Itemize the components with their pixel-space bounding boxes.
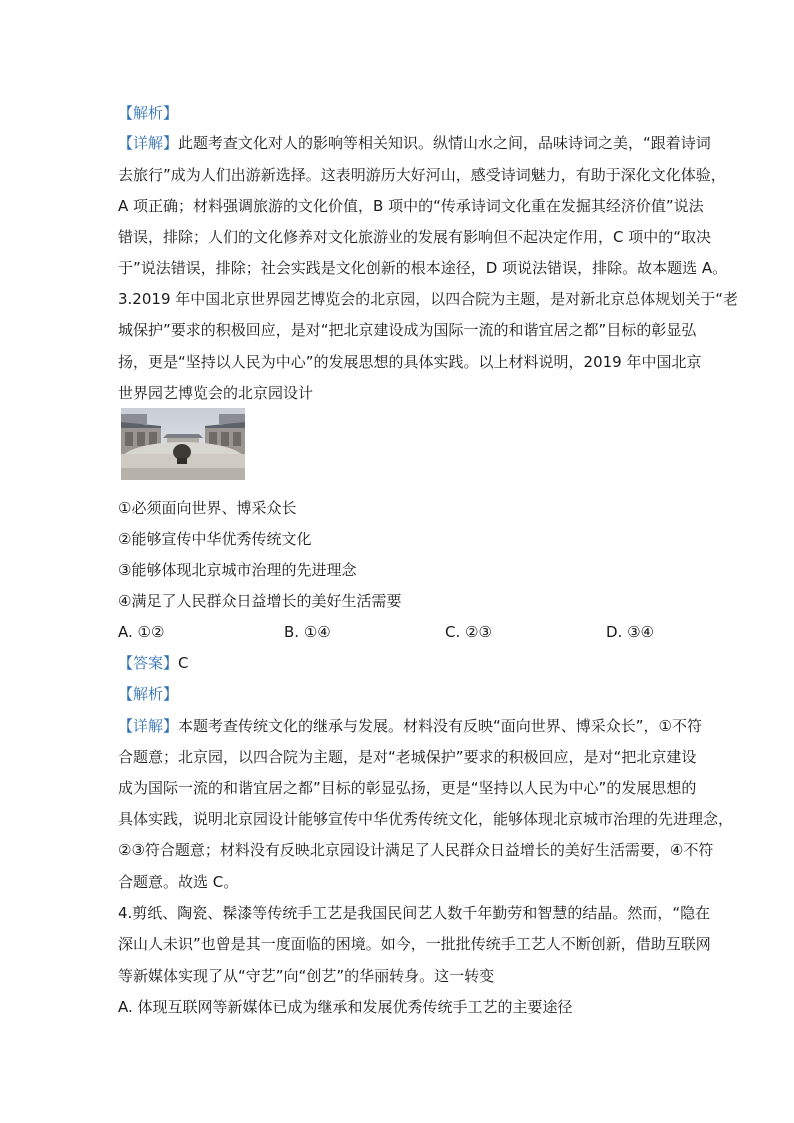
detail-line: ②③符合题意；材料没有反映北京园设计满足了人民群众日益增长的美好生活需要，④不符: [118, 841, 714, 859]
question-stem-line: 等新媒体实现了从“守艺”向“创艺”的华丽转身。这一转变: [118, 967, 495, 985]
detail-line: A 项正确；材料强调旅游的文化价值，B 项中的“传承诗词文化重在发掘其经济价值”说法: [118, 197, 704, 215]
detail-line: 具体实践，说明北京园设计能够宣传中华优秀传统文化，能够体现北京城市治理的先进理念，: [118, 810, 734, 828]
detail-line: 错误，排除；人们的文化修养对文化旅游业的发展有影响但不起决定作用，C 项中的“取决: [118, 228, 712, 246]
answer-value: C: [178, 654, 189, 672]
detail-line: 【详解】此题考查文化对人的影响等相关知识。纵情山水之间，品味诗词之美，“跟着诗词: [118, 134, 711, 152]
detail-label: 【详解】: [118, 134, 179, 152]
beijing-garden-photo: [121, 408, 245, 480]
answer-line: [118, 653, 189, 673]
option-c: C. ②③: [445, 623, 492, 641]
analysis-label: 【解析】: [118, 104, 179, 122]
detail-line: 合题意。故选 C。: [118, 873, 239, 891]
option-a: A. 体现互联网等新媒体已成为继承和发展优秀传统手工艺的主要途径: [118, 998, 573, 1016]
question-stem-line: 深山人未识”也曾是其一度面临的困境。如今，一批批传统手工艺人不断创新，借助互联网: [118, 935, 711, 953]
detail-line: 于”说法错误，排除；社会实践是文化创新的根本途径，D 项说法错误，排除。故本题选 A。: [118, 259, 728, 277]
question-stem-line: 扬，更是“坚持以人民为中心”的发展思想的具体实践。以上材料说明，2019 年中国北京: [118, 353, 702, 371]
detail-line: 成为国际一流的和谐宜居之都”目标的彰显弘扬，更是“坚持以人民为中心”的发展思想的: [118, 779, 697, 797]
statement-item: ①必须面向世界、博采众长: [118, 499, 297, 517]
detail-label: 【详解】: [118, 717, 179, 735]
question-stem-line: 4.剪纸、陶瓷、髹漆等传统手工艺是我国民间艺人数千年勤劳和智慧的结晶。然而，“隐在: [118, 904, 711, 922]
option-b: B. ①④: [284, 623, 331, 641]
detail-line: 【详解】本题考查传统文化的继承与发展。材料没有反映“面向世界、博采众长”，①不符: [118, 717, 703, 735]
answer-label: 【答案】: [118, 654, 179, 672]
option-d: D. ③④: [606, 623, 654, 641]
detail-line: 合题意；北京园，以四合院为主题，是对“老城保护”要求的积极回应，是对“把北京建设: [118, 748, 697, 766]
question-stem-line: 世界园艺博览会的北京园设计: [118, 384, 314, 402]
detail-line: 去旅行”成为人们出游新选择。这表明游历大好河山，感受诗词魅力，有助于深化文化体验，: [118, 166, 726, 184]
question-stem-line: 城保护”要求的积极回应，是对“把北京建设成为国际一流的和谐宜居之都”目标的彰显弘: [118, 321, 697, 339]
analysis-label: 【解析】: [118, 685, 179, 703]
question-stem-line: 3.2019 年中国北京世界园艺博览会的北京园，以四合院为主题，是对新北京总体规划关于“老: [118, 290, 739, 308]
option-a: A. ①②: [118, 623, 165, 641]
statement-item: ③能够体现北京城市治理的先进理念: [118, 561, 357, 579]
statement-item: ②能够宣传中华优秀传统文化: [118, 530, 312, 548]
statement-item: ④满足了人民群众日益增长的美好生活需要: [118, 592, 402, 610]
